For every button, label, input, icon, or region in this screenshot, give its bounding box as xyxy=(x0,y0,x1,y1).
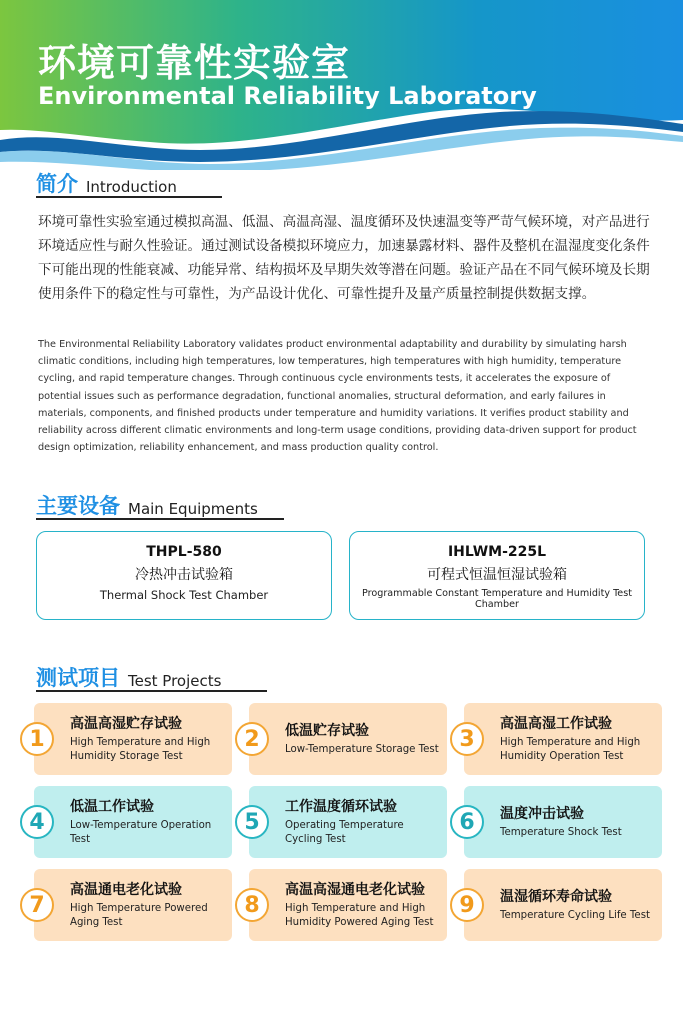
project-name-en: Temperature Shock Test xyxy=(500,826,622,838)
project-name-en: Low-Temperature Operation Test xyxy=(70,819,212,845)
project-name-cn: 温度冲击试验 xyxy=(500,805,584,822)
project-card xyxy=(459,869,662,941)
equipment-heading xyxy=(36,490,258,520)
equipment-model: IHLWM-225L xyxy=(447,544,547,560)
equipment-name-cn: 可程式恒温恒湿试验箱 xyxy=(427,567,567,583)
projects-divider xyxy=(36,690,267,692)
equipment-title-cn: 主要设备 xyxy=(36,494,120,518)
project-card xyxy=(29,869,232,941)
equipment-name-cn: 冷热冲击试验箱 xyxy=(135,567,233,583)
project-number-badge: 8 xyxy=(235,888,269,922)
project-card xyxy=(244,869,447,941)
project-number-badge: 4 xyxy=(20,805,54,839)
project-number-badge: 5 xyxy=(235,805,269,839)
project-name-cn: 低温贮存试验 xyxy=(285,722,369,739)
project-name-en: High Temperature and High Humidity Operation Test xyxy=(500,736,641,762)
project-name-en: Low-Temperature Storage Test xyxy=(285,743,439,755)
project-name-cn: 高温高湿通电老化试验 xyxy=(285,881,425,898)
intro-title-en: Introduction xyxy=(86,178,177,196)
project-name-cn: 温湿循环寿命试验 xyxy=(500,888,612,905)
project-name-en: High Temperature and High Humidity Storage Test xyxy=(70,736,211,762)
project-number-badge: 3 xyxy=(450,722,484,756)
equipment-card xyxy=(349,531,645,620)
intro-title-cn: 简介 xyxy=(36,172,78,196)
intro-body-cn: 环境可靠性实验室通过模拟高温、低温、高温高湿、温度循环及快速温变等严苛气候环境，对产品进行环境适应性与耐久性验证。通过测试设备模拟环境应力，加速暴露材料、器件及整机在温湿度变化条件下可能出现的性能衰减、功能异常、结构损坏及早期失效等潜在问题。验证产品在不同气候环境及长期使用条件下的稳定性与可靠性，为产品设计优化、可靠性提升及量产质量控制提供数据支撑。 xyxy=(38,214,650,302)
project-name-cn: 高温高湿工作试验 xyxy=(500,715,612,732)
project-name-cn: 低温工作试验 xyxy=(70,798,154,815)
page-title-cn: 环境可靠性实验室 xyxy=(38,41,351,85)
project-name-cn: 高温高湿贮存试验 xyxy=(70,715,182,732)
equipment-model: THPL-580 xyxy=(146,544,222,560)
equipment-name-en: Thermal Shock Test Chamber xyxy=(99,588,269,602)
project-number-badge: 7 xyxy=(20,888,54,922)
project-card xyxy=(29,703,232,775)
project-number-badge: 1 xyxy=(20,722,54,756)
project-name-cn: 高温通电老化试验 xyxy=(70,881,182,898)
project-name-en: Operating Temperature Cycling Test xyxy=(285,819,404,845)
page-title-en: Environmental Reliability Laboratory xyxy=(38,82,537,110)
page-header xyxy=(0,0,683,170)
equipment-name-en: Programmable Constant Temperature and Humidity Test Chamber xyxy=(362,588,632,610)
intro-divider xyxy=(36,196,222,198)
project-name-cn: 工作温度循环试验 xyxy=(285,798,397,815)
project-card xyxy=(29,786,232,858)
projects-heading xyxy=(36,662,221,692)
intro-body-en: The Environmental Reliability Laboratory validates product environmental adaptability and durability by simulating harsh climatic conditions, including high temperatures, low temperatures, high temperatures with high humidity, temperature cycling, and rapid temperature changes. Through continuous cycle environments tests, it accelerates the exposure of potential issues such as performance degradation, functional anomalies, structural deformation, and early failures in materials, components, and finished products under temperature and humidity variations. It verifies product stability and reliability across different climatic environments and long-term usage conditions, providing data-driven support for product design optimization, reliability enhancement, and mass production quality control. xyxy=(38,339,637,454)
project-number-badge: 6 xyxy=(450,805,484,839)
project-card xyxy=(244,703,447,775)
intro-heading xyxy=(36,168,177,198)
equipment-divider xyxy=(36,518,284,520)
projects-title-en: Test Projects xyxy=(128,672,222,690)
project-number-badge: 2 xyxy=(235,722,269,756)
equipment-title-en: Main Equipments xyxy=(128,500,258,518)
project-name-en: High Temperature and High Humidity Powered Aging Test xyxy=(285,902,434,928)
equipment-card xyxy=(36,531,332,620)
project-name-en: High Temperature Powered Aging Test xyxy=(70,902,208,928)
project-card xyxy=(459,703,662,775)
project-name-en: Temperature Cycling Life Test xyxy=(500,909,650,921)
project-card xyxy=(459,786,662,858)
project-number-badge: 9 xyxy=(450,888,484,922)
projects-title-cn: 测试项目 xyxy=(36,666,120,690)
project-card xyxy=(244,786,447,858)
